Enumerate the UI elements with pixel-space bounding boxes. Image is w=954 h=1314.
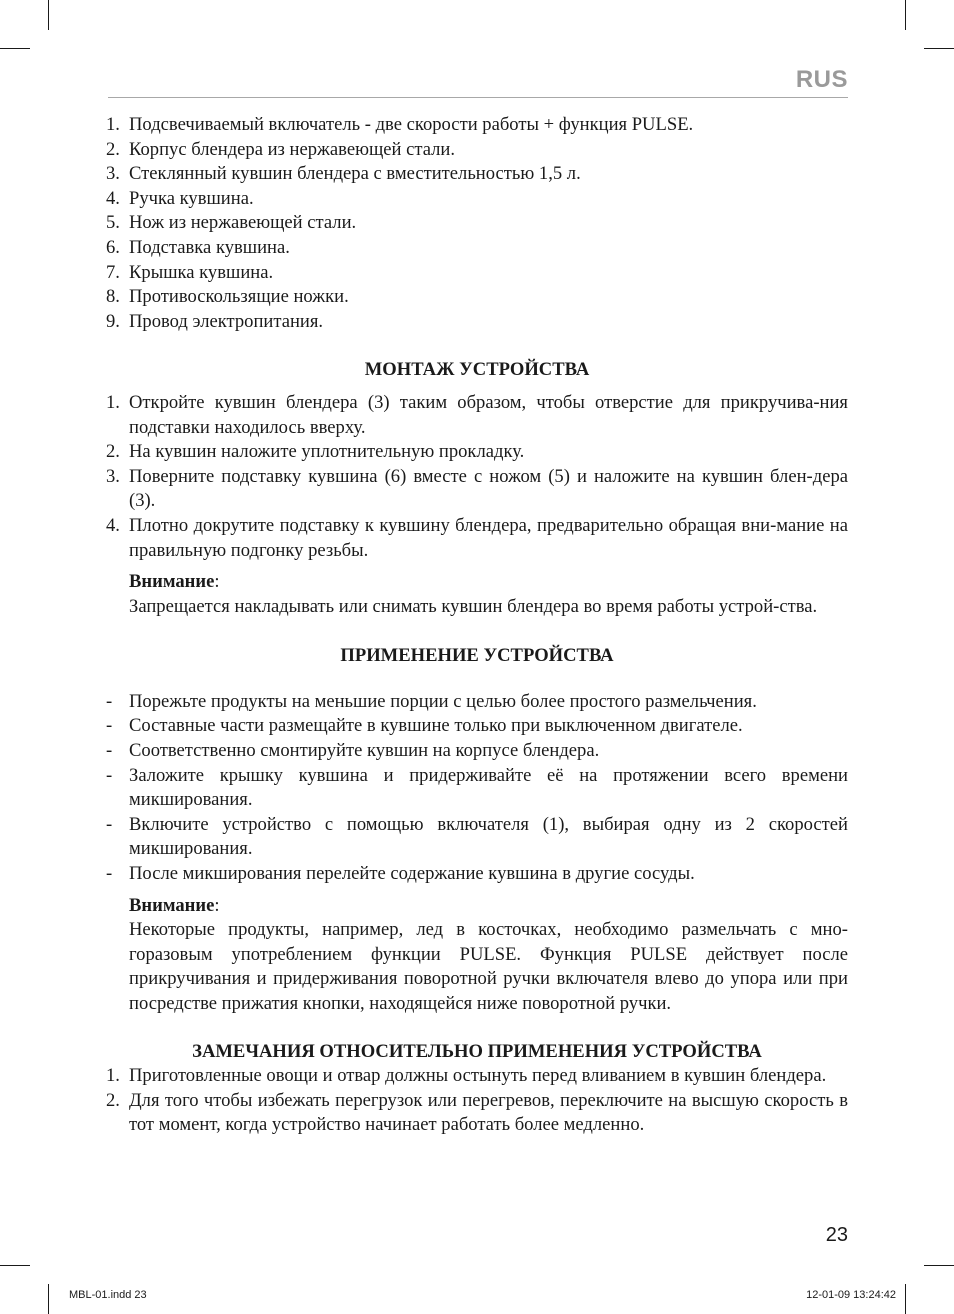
list-text: Подставка кувшина. (129, 236, 290, 258)
note-label: Внимание (129, 894, 215, 916)
usage-list (106, 690, 848, 887)
page-content (106, 113, 848, 1138)
list-text: Соответственно смонтируйте кувшин на корпусе блендера. (129, 740, 600, 762)
crop-mark (0, 1265, 30, 1266)
list-bullet: - (106, 740, 113, 762)
list-bullet: - (106, 813, 113, 835)
note-label-line (129, 570, 848, 595)
page-number: 23 (825, 1224, 848, 1246)
list-item (106, 162, 848, 187)
list-number: 4. (106, 514, 120, 536)
list-number: 2. (106, 138, 120, 160)
list-text: Порежьте продукты на меньшие порции с целью более простого размельчения. (129, 690, 757, 712)
parts-list (106, 113, 848, 334)
section-heading-usage: ПРИМЕНЕНИЕ УСТРОЙСТВА (340, 645, 614, 667)
list-text: Нож из нержавеющей стали. (129, 212, 357, 234)
list-number: 4. (106, 187, 120, 209)
list-number: 7. (106, 261, 120, 283)
note-colon: : (214, 571, 220, 593)
list-text: Корпус блендера из нержавеющей стали. (129, 138, 456, 160)
list-text: Приготовленные овощи и отвар должны остынуть перед вливанием в кувшин блендера. (129, 1065, 827, 1087)
slug-file-info: MBL-01.indd 23 (69, 1289, 147, 1301)
note-label-line (129, 894, 848, 919)
list-number: 3. (106, 163, 120, 185)
list-item (106, 1064, 848, 1089)
list-item (106, 391, 848, 440)
list-text: Подсвечиваемый включатель - две скорости работы + функция PULSE. (129, 114, 694, 135)
note-colon: : (214, 894, 220, 916)
list-item (106, 862, 848, 887)
list-text: Откройте кувшин блендера (3) таким образом, чтобы отверстие для прикручива-ния подставки находилось вверху. (129, 391, 848, 438)
list-text: После микширования перелейте содержание кувшина в другие сосуды. (129, 863, 695, 885)
list-item (106, 285, 848, 310)
list-item (106, 310, 848, 335)
crop-mark (905, 1284, 906, 1314)
warning-note (129, 894, 848, 1017)
list-text: Стеклянный кувшин блендера с вместительностью 1,5 л. (129, 163, 581, 185)
list-text: Плотно докрутите подставку к кувшину блендера, предварительно обращая вни-мание на правильную подгонку резьбы. (129, 514, 848, 561)
list-item (106, 211, 848, 236)
list-number: 1. (106, 1065, 120, 1087)
remarks-list (106, 1064, 848, 1138)
list-item (106, 261, 848, 286)
list-item (106, 138, 848, 163)
language-label: RUS (795, 66, 848, 93)
list-text: Крышка кувшина. (129, 261, 274, 283)
section-heading-assembly: МОНТАЖ УСТРОЙСТВА (364, 359, 590, 381)
list-number: 3. (106, 465, 120, 487)
list-text: Противоскользящие ножки. (129, 286, 349, 308)
list-text: Составные части размещайте в кувшине только при выключенном двигателе. (129, 715, 743, 737)
header-rule (108, 97, 848, 98)
crop-mark (905, 0, 906, 30)
warning-note (129, 570, 848, 619)
assembly-steps (106, 391, 848, 563)
list-bullet: - (106, 715, 113, 737)
list-number: 2. (106, 441, 120, 463)
list-number: 8. (106, 286, 120, 308)
note-label: Внимание (129, 571, 215, 593)
list-item (106, 714, 848, 739)
list-text: Поверните подставку кувшина (6) вместе с ножом (5) и наложите на кувшин блен-дера (3). (129, 465, 848, 512)
note-text: Некоторые продукты, например, лед в косточках, необходимо размельчать с мно-горазовым употреблением функции PULSE. Функция PULSE действует после прикручивания и придерживания поворотной ручки включателя влево до упора или при посредстве прижатия кнопки, находящейся ниже поворотной ручки. (129, 919, 848, 1014)
crop-mark (924, 48, 954, 49)
list-item (106, 764, 848, 813)
list-number: 1. (106, 114, 120, 135)
list-number: 9. (106, 310, 120, 332)
list-bullet: - (106, 863, 113, 885)
list-item (106, 440, 848, 465)
list-item (106, 1089, 848, 1138)
list-bullet: - (106, 690, 113, 712)
list-item (106, 236, 848, 261)
crop-mark (48, 1284, 49, 1314)
list-item (106, 813, 848, 862)
list-text: На кувшин наложите уплотнительную прокладку. (129, 441, 525, 463)
list-item (106, 465, 848, 514)
list-item (106, 739, 848, 764)
note-text: Запрещается накладывать или снимать кувшин блендера во время работы устрой-ства. (129, 595, 818, 617)
crop-mark (0, 48, 30, 49)
crop-mark (48, 0, 49, 30)
crop-mark (924, 1265, 954, 1266)
list-bullet: - (106, 764, 113, 786)
list-item (106, 187, 848, 212)
section-heading-remarks: ЗАМЕЧАНИЯ ОТНОСИТЕЛЬНО ПРИМЕНЕНИЯ УСТРОЙСТВА (192, 1040, 762, 1062)
list-text: Ручка кувшина. (129, 187, 254, 209)
list-item (106, 113, 848, 138)
list-text: Провод электропитания. (129, 310, 324, 332)
list-number: 2. (106, 1089, 120, 1111)
list-item (106, 514, 848, 563)
list-item (106, 690, 848, 715)
list-number: 5. (106, 212, 120, 234)
list-number: 6. (106, 236, 120, 258)
list-text: Для того чтобы избежать перегрузок или перегревов, переключите на высшую скорость в тот момент, когда устройство начинает работать более медленно. (129, 1089, 848, 1136)
slug-timestamp: 12-01-09 13:24:42 (806, 1289, 896, 1301)
list-text: Включите устройство с помощью включателя (1), выбирая одну из 2 скоростей микширования. (129, 813, 848, 860)
list-number: 1. (106, 391, 120, 413)
list-text: Заложите крышку кувшина и придерживайте её на протяжении всего времени микширования. (129, 764, 848, 811)
